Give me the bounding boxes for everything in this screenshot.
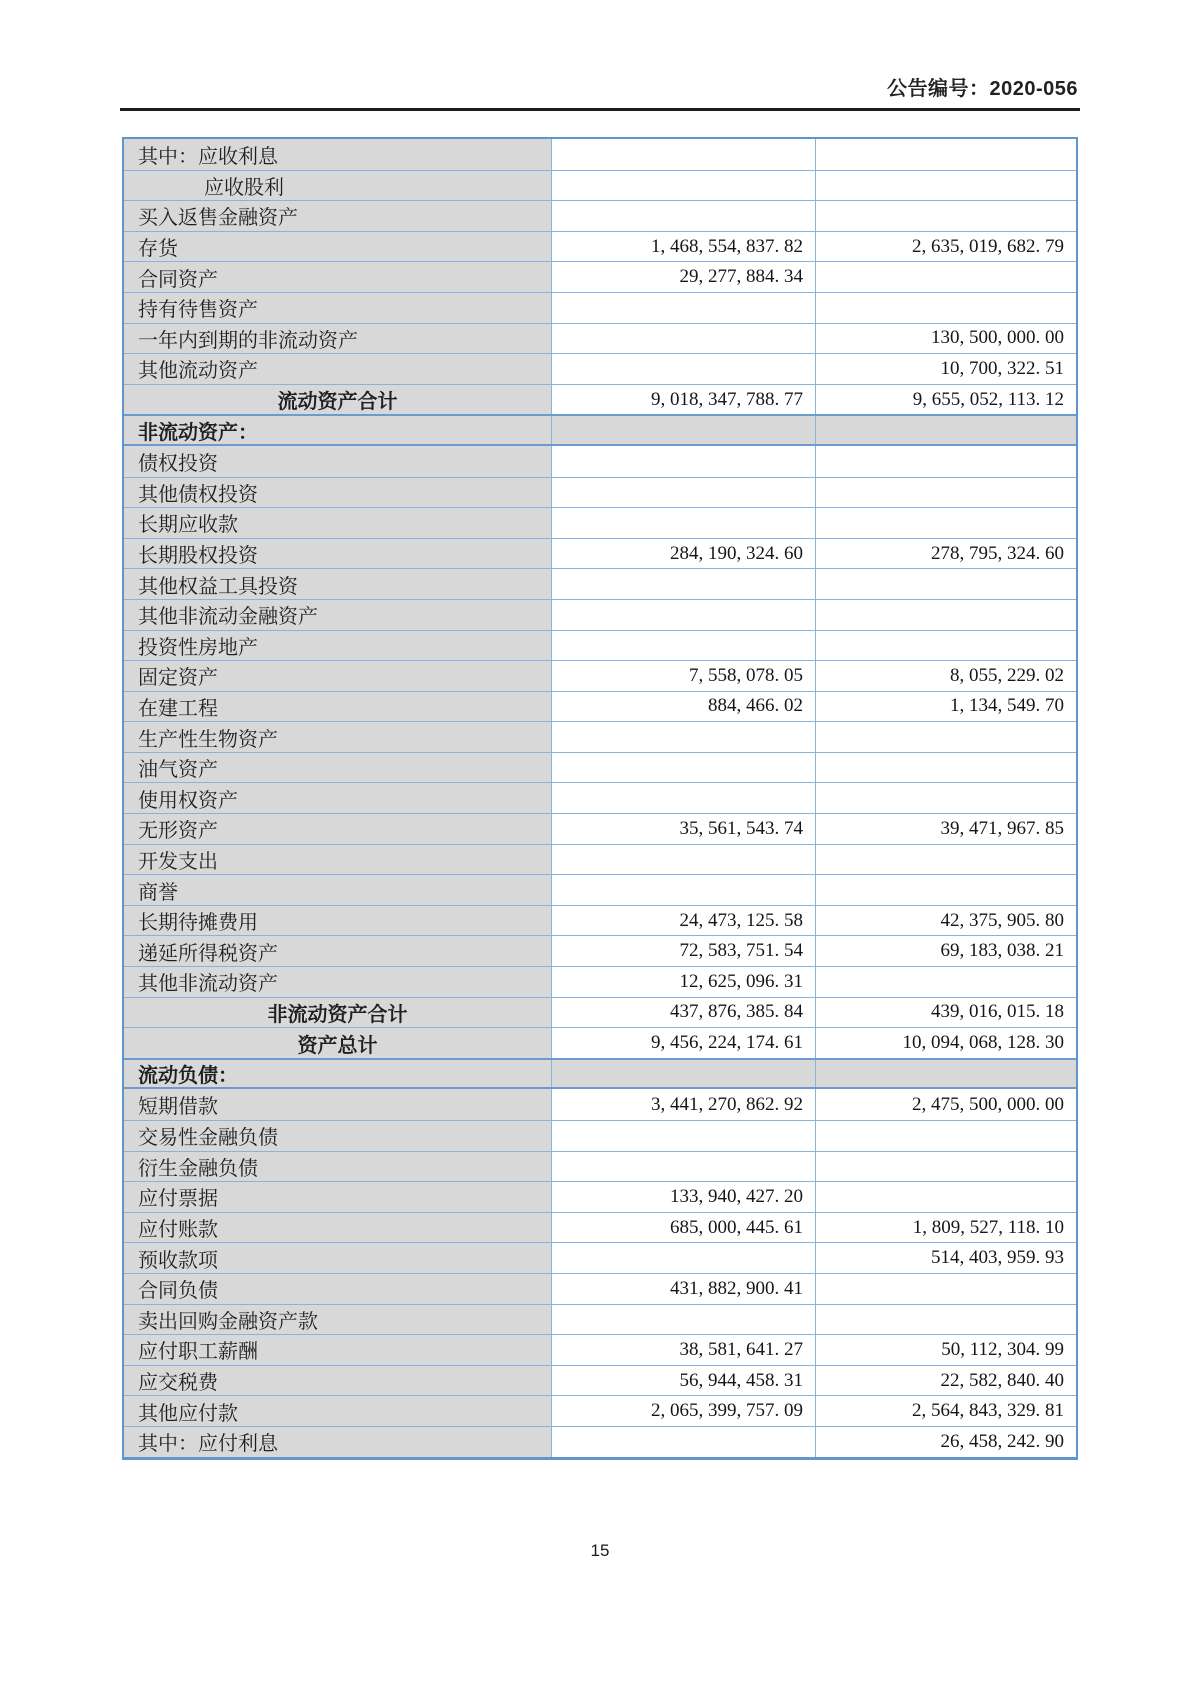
value-col-1 (552, 446, 816, 477)
row-label: 其他非流动资产 (124, 967, 552, 997)
value-col-1 (552, 1305, 816, 1335)
row-label: 流动负债： (124, 1060, 552, 1088)
value-col-1 (552, 569, 816, 599)
table-row (124, 446, 1076, 477)
row-label: 投资性房地产 (124, 631, 552, 661)
row-label: 一年内到期的非流动资产 (124, 324, 552, 354)
value-col-1 (552, 783, 816, 813)
table-row (124, 935, 1076, 966)
table-row (124, 813, 1076, 844)
table-row (124, 353, 1076, 384)
value-col-1: 38, 581, 641. 27 (552, 1335, 816, 1365)
announcement-number: 公告编号：2020-056 (886, 78, 1078, 100)
table-row (124, 1120, 1076, 1151)
value-col-1: 29, 277, 884. 34 (552, 262, 816, 292)
value-col-1: 884, 466. 02 (552, 692, 816, 722)
value-col-1 (552, 293, 816, 323)
value-col-2 (816, 753, 1076, 783)
value-col-1 (552, 508, 816, 538)
value-col-2 (816, 416, 1076, 444)
row-label: 买入返售金融资产 (124, 201, 552, 231)
value-col-1: 56, 944, 458. 31 (552, 1366, 816, 1396)
table-row (124, 1089, 1076, 1120)
header-divider-line (120, 108, 1080, 111)
value-col-2: 1, 134, 549. 70 (816, 692, 1076, 722)
value-col-1 (552, 354, 816, 384)
value-col-1: 9, 456, 224, 174. 61 (552, 1028, 816, 1058)
value-col-1: 24, 473, 125. 58 (552, 906, 816, 936)
table-row (124, 1058, 1076, 1090)
value-col-2 (816, 201, 1076, 231)
row-label: 其他应付款 (124, 1396, 552, 1426)
value-col-2: 2, 564, 843, 329. 81 (816, 1396, 1076, 1426)
row-label: 无形资产 (124, 814, 552, 844)
row-label: 固定资产 (124, 661, 552, 691)
value-col-1 (552, 416, 816, 444)
table-row (124, 630, 1076, 661)
value-col-2 (816, 1060, 1076, 1088)
value-col-1: 1, 468, 554, 837. 82 (552, 232, 816, 262)
table-row (124, 844, 1076, 875)
value-col-1: 2, 065, 399, 757. 09 (552, 1396, 816, 1426)
row-label: 非流动资产： (124, 416, 552, 444)
table-row (124, 1151, 1076, 1182)
value-col-2: 22, 582, 840. 40 (816, 1366, 1076, 1396)
table-row (124, 1242, 1076, 1273)
row-label: 卖出回购金融资产款 (124, 1305, 552, 1335)
value-col-1 (552, 1060, 816, 1088)
row-label: 应付账款 (124, 1213, 552, 1243)
value-col-1: 12, 625, 096. 31 (552, 967, 816, 997)
value-col-2: 514, 403, 959. 93 (816, 1243, 1076, 1273)
row-label: 应付职工薪酬 (124, 1335, 552, 1365)
value-col-2: 439, 016, 015. 18 (816, 998, 1076, 1028)
table-row (124, 782, 1076, 813)
value-col-2 (816, 722, 1076, 752)
value-col-2 (816, 631, 1076, 661)
row-label: 商誉 (124, 875, 552, 905)
value-col-1: 133, 940, 427. 20 (552, 1182, 816, 1212)
row-label: 其他权益工具投资 (124, 569, 552, 599)
value-col-2 (816, 1274, 1076, 1304)
table-row (124, 170, 1076, 201)
row-label: 存货 (124, 232, 552, 262)
table-row (124, 874, 1076, 905)
value-col-2: 10, 700, 322. 51 (816, 354, 1076, 384)
value-col-2: 10, 094, 068, 128. 30 (816, 1028, 1076, 1058)
table-row (124, 1334, 1076, 1365)
value-col-2 (816, 446, 1076, 477)
value-col-1: 431, 882, 900. 41 (552, 1274, 816, 1304)
value-col-2 (816, 845, 1076, 875)
table-row (124, 1395, 1076, 1426)
table-row (124, 1365, 1076, 1396)
row-label: 债权投资 (124, 446, 552, 477)
value-col-2: 2, 475, 500, 000. 00 (816, 1089, 1076, 1120)
value-col-1 (552, 753, 816, 783)
value-col-1: 7, 558, 078. 05 (552, 661, 816, 691)
row-label: 油气资产 (124, 753, 552, 783)
table-row (124, 905, 1076, 936)
table-row (124, 507, 1076, 538)
row-label: 衍生金融负债 (124, 1152, 552, 1182)
value-col-1 (552, 631, 816, 661)
row-label: 非流动资产合计 (124, 998, 552, 1028)
table-row (124, 752, 1076, 783)
value-col-1: 72, 583, 751. 54 (552, 936, 816, 966)
value-col-2 (816, 1121, 1076, 1151)
value-col-2 (816, 1152, 1076, 1182)
page-number: 15 (590, 1541, 610, 1560)
value-col-2: 69, 183, 038. 21 (816, 936, 1076, 966)
row-label: 持有待售资产 (124, 293, 552, 323)
row-label: 应付票据 (124, 1182, 552, 1212)
row-label: 其中：应收利息 (124, 139, 552, 170)
table-row (124, 231, 1076, 262)
value-col-1: 9, 018, 347, 788. 77 (552, 385, 816, 415)
value-col-2 (816, 783, 1076, 813)
row-label: 长期股权投资 (124, 539, 552, 569)
table-row (124, 568, 1076, 599)
value-col-2 (816, 293, 1076, 323)
value-col-2: 8, 055, 229. 02 (816, 661, 1076, 691)
table-row (124, 660, 1076, 691)
value-col-2: 39, 471, 967. 85 (816, 814, 1076, 844)
value-col-1 (552, 1152, 816, 1182)
value-col-2 (816, 600, 1076, 630)
row-label: 递延所得税资产 (124, 936, 552, 966)
table-row (124, 261, 1076, 292)
value-col-1 (552, 600, 816, 630)
row-label: 合同负债 (124, 1274, 552, 1304)
balance-sheet-table (122, 137, 1078, 1460)
value-col-2 (816, 262, 1076, 292)
value-col-2: 130, 500, 000. 00 (816, 324, 1076, 354)
value-col-1 (552, 139, 816, 170)
row-label: 使用权资产 (124, 783, 552, 813)
value-col-1 (552, 1121, 816, 1151)
row-label: 长期应收款 (124, 508, 552, 538)
table-row (124, 721, 1076, 752)
row-label: 其他流动资产 (124, 354, 552, 384)
table-row (124, 538, 1076, 569)
value-col-1: 437, 876, 385. 84 (552, 998, 816, 1028)
value-col-2: 9, 655, 052, 113. 12 (816, 385, 1076, 415)
value-col-1 (552, 722, 816, 752)
table-row (124, 966, 1076, 997)
table-row (124, 384, 1076, 415)
value-col-2 (816, 1305, 1076, 1335)
table-row (124, 414, 1076, 446)
value-col-2: 278, 795, 324. 60 (816, 539, 1076, 569)
table-row (124, 1212, 1076, 1243)
row-label: 资产总计 (124, 1028, 552, 1058)
value-col-1 (552, 324, 816, 354)
value-col-2: 1, 809, 527, 118. 10 (816, 1213, 1076, 1243)
value-col-1 (552, 845, 816, 875)
value-col-1: 3, 441, 270, 862. 92 (552, 1089, 816, 1120)
row-label: 其中：应付利息 (124, 1427, 552, 1457)
value-col-2: 50, 112, 304. 99 (816, 1335, 1076, 1365)
value-col-1 (552, 171, 816, 201)
table-row (124, 1181, 1076, 1212)
table-row (124, 1027, 1076, 1058)
value-col-2 (816, 1182, 1076, 1212)
value-col-1 (552, 201, 816, 231)
row-label: 在建工程 (124, 692, 552, 722)
row-label: 应交税费 (124, 1366, 552, 1396)
value-col-2: 2, 635, 019, 682. 79 (816, 232, 1076, 262)
table-row (124, 477, 1076, 508)
value-col-2: 42, 375, 905. 80 (816, 906, 1076, 936)
table-row (124, 292, 1076, 323)
row-label: 其他非流动金融资产 (124, 600, 552, 630)
value-col-2 (816, 569, 1076, 599)
table-row (124, 599, 1076, 630)
value-col-1: 685, 000, 445. 61 (552, 1213, 816, 1243)
value-col-1 (552, 875, 816, 905)
table-row (124, 323, 1076, 354)
table-row (124, 1426, 1076, 1457)
table-row (124, 1304, 1076, 1335)
value-col-2 (816, 508, 1076, 538)
row-label: 预收款项 (124, 1243, 552, 1273)
row-label: 其他债权投资 (124, 478, 552, 508)
row-label: 应收股利 (124, 171, 552, 201)
table-row (124, 997, 1076, 1028)
table-row (124, 1273, 1076, 1304)
row-label: 生产性生物资产 (124, 722, 552, 752)
row-label: 短期借款 (124, 1089, 552, 1120)
table-row (124, 691, 1076, 722)
row-label: 流动资产合计 (124, 385, 552, 415)
value-col-2 (816, 967, 1076, 997)
row-label: 交易性金融负债 (124, 1121, 552, 1151)
row-label: 开发支出 (124, 845, 552, 875)
row-label: 合同资产 (124, 262, 552, 292)
table-row (124, 200, 1076, 231)
value-col-1 (552, 1243, 816, 1273)
value-col-1 (552, 1427, 816, 1457)
value-col-2 (816, 171, 1076, 201)
table-row (124, 139, 1076, 170)
row-label: 长期待摊费用 (124, 906, 552, 936)
value-col-1: 35, 561, 543. 74 (552, 814, 816, 844)
value-col-1: 284, 190, 324. 60 (552, 539, 816, 569)
value-col-2 (816, 478, 1076, 508)
value-col-1 (552, 478, 816, 508)
value-col-2: 26, 458, 242. 90 (816, 1427, 1076, 1457)
value-col-2 (816, 875, 1076, 905)
value-col-2 (816, 139, 1076, 170)
